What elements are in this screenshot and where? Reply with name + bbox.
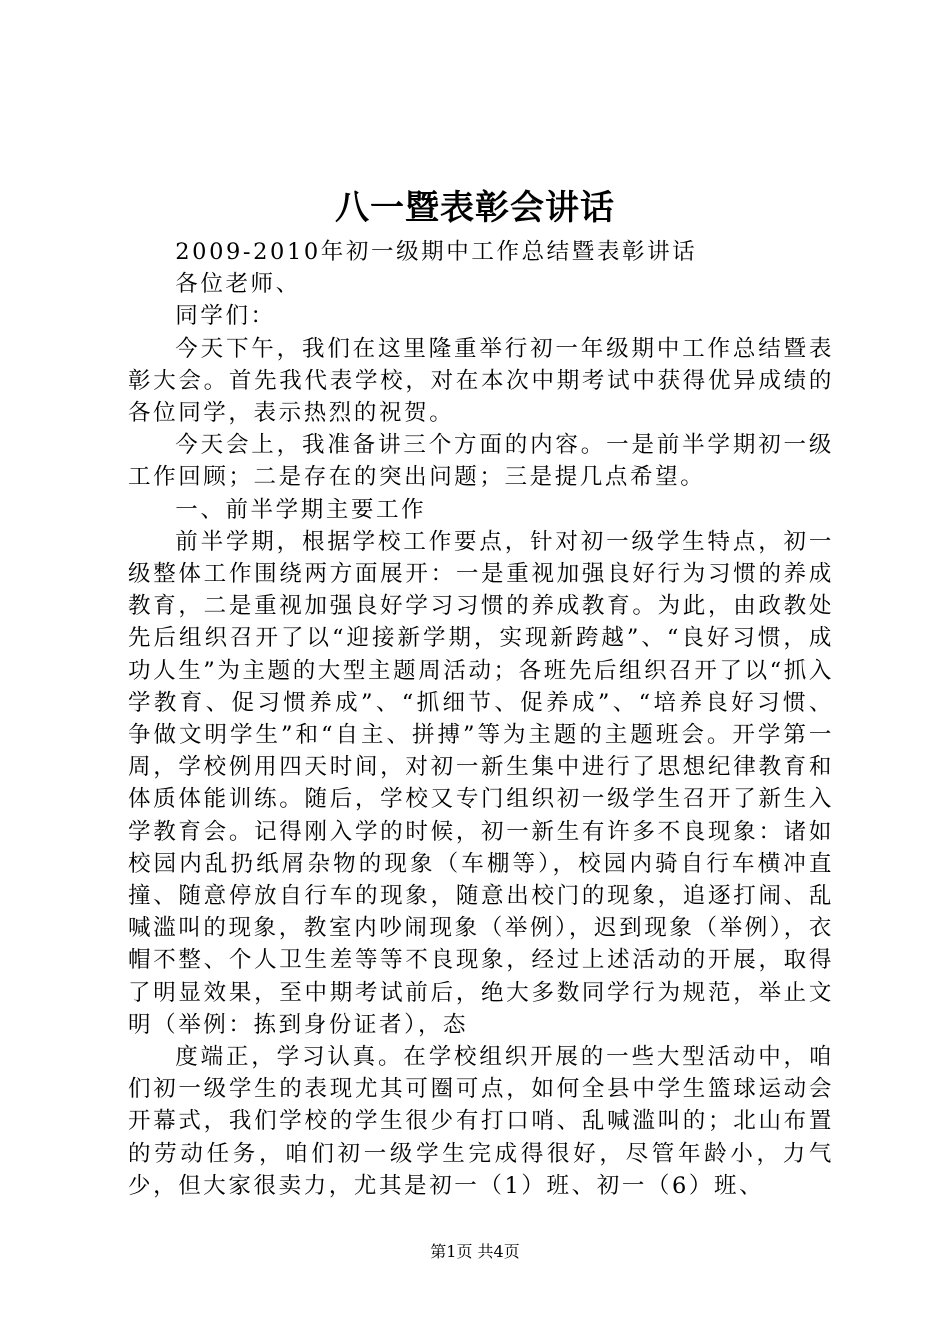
section-heading-1: 一、前半学期主要工作 (175, 496, 427, 523)
paragraph-continuation: 度端正，学习认真。在学校组织开展的一些大型活动中，咱们初一级学生的表现尤其可圈可点，如何全县中学生篮球运动会开幕式，我们学校的学生很少有打口哨、乱喊滥叫的；北山布置的劳动任务，咱们初一级学生完成得很好，尽管年龄小，力气少，但大家很卖力，尤其是初一（1）班、初一（6）班、 (128, 1044, 834, 1199)
page-number-footer: 第1页 共4页 (430, 1242, 520, 1261)
document-body (128, 236, 834, 1202)
paragraph-work-review: 前半学期，根据学校工作要点，针对初一级学生特点，初一级整体工作围绕两方面展开：一是重视加强良好行为习惯的养成教育，二是重视加强良好学习习惯的养成教育。为此，由政教处先后组织召开了以“迎接新学期，实现新跨越”、“良好习惯，成功人生”为主题的大型主题周活动；各班先后组织召开了以“抓入学教育、促习惯养成”、“抓细节、促养成”、“培养良好习惯、争做文明学生”和“自主、拼搏”等为主题的主题班会。开学第一周，学校例用四天时间，对初一新生集中进行了思想纪律教育和体质体能训练。随后，学校又专门组织初一级学生召开了新生入学教育会。记得刚入学的时候，初一新生有许多不良现象：诸如校园内乱扔纸屑杂物的现象（车棚等），校园内骑自行车横冲直撞、随意停放自行车的现象，随意出校门的现象，追逐打闹、乱喊滥叫的现象，教室内吵闹现象（举例），迟到现象（举例），衣帽不整、个人卫生差等等不良现象，经过上述活动的开展，取得了明显效果，至中期考试前后，绝大多数同学行为规范，举止文明（举例：拣到身份证者），态 (128, 528, 834, 1038)
paragraph-salutation-students: 同学们： (175, 303, 276, 330)
paragraph-subtitle: 2009-2010年初一级期中工作总结暨表彰讲话 (175, 239, 698, 265)
paragraph-outline: 今天会上，我准备讲三个方面的内容。一是前半学期初一级工作回顾；二是存在的突出问题；三是提几点希望。 (128, 432, 834, 491)
document-title: 八一暨表彰会讲话 (335, 188, 615, 228)
paragraph-opening: 今天下午，我们在这里隆重举行初一年级期中工作总结暨表彰大会。首先我代表学校，对在本次中期考试中获得优异成绩的各位同学，表示热烈的祝贺。 (128, 335, 834, 427)
paragraph-salutation-teachers: 各位老师、 (175, 271, 301, 298)
